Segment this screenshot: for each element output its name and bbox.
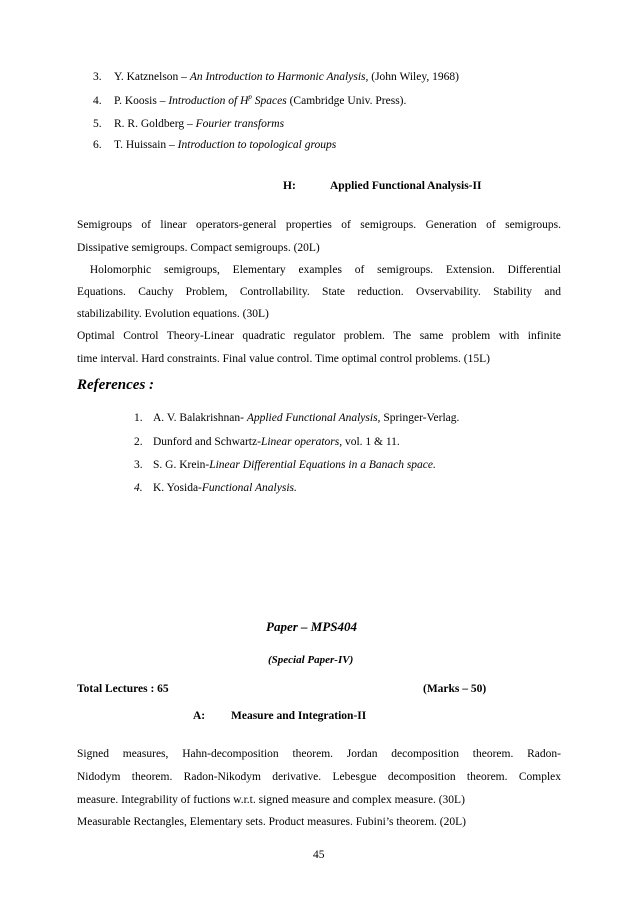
body-line: Nidodym theorem. Radon-Nikodym derivative. Lebesgue decomposition theorem. Complex (77, 771, 561, 783)
page-number: 45 (313, 849, 325, 861)
body-line: Semigroups of linear operators-general properties of semigroups. Generation of semigroups. (77, 219, 561, 231)
section-a-label: A: (193, 710, 206, 722)
body-line: Optimal Control Theory-Linear quadratic regulator problem. The same problem with infinite (77, 330, 561, 342)
reference-number: 5. (93, 118, 102, 130)
body-line: Measurable Rectangles, Elementary sets. Product measures. Fubini’s theorem. (20L) (77, 816, 466, 828)
reference-text: T. Huissain – Introduction to topological groups (114, 139, 337, 151)
reference-text: R. R. Goldberg – Fourier transforms (114, 118, 285, 130)
reference-text: A. V. Balakrishnan- Applied Functional Analysis, Springer-Verlag. (153, 412, 460, 424)
body-line: measure. Integrability of fuctions w.r.t. signed measure and complex measure. (30L) (77, 794, 465, 806)
reference-text: Dunford and Schwartz-Linear operators, vol. 1 & 11. (153, 436, 400, 448)
body-line: stabilizability. Evolution equations. (30L) (77, 308, 269, 320)
body-line: Signed measures, Hahn-decomposition theorem. Jordan decomposition theorem. Radon- (77, 748, 561, 760)
reference-text: P. Koosis – Introduction of $H^p$ Spaces (Cambridge Univ. Press). (114, 93, 407, 107)
paper-subtitle: (Special Paper-IV) (268, 654, 354, 666)
reference-number: 3. (93, 71, 102, 83)
section-h-title: Applied Functional Analysis-II (330, 180, 482, 192)
reference-number: 6. (93, 139, 102, 151)
reference-number: 4. (93, 95, 102, 107)
marks: (Marks – 50) (423, 683, 487, 695)
references-heading: References : (77, 377, 155, 393)
body-line: Equations. Cauchy Problem, Controllability. State reduction. Ovservability. Stability and (77, 286, 561, 298)
section-a-title: Measure and Integration-II (231, 710, 367, 722)
reference-number: 4. (134, 482, 143, 494)
paper-title: Paper – MPS404 (266, 619, 357, 634)
reference-text: Y. Katznelson – An Introduction to Harmonic Analysis, (John Wiley, 1968) (114, 71, 459, 83)
total-lectures: Total Lectures : 65 (77, 683, 169, 695)
reference-text: S. G. Krein-Linear Differential Equations in a Banach space. (153, 459, 436, 471)
reference-text: K. Yosida-Functional Analysis. (153, 482, 297, 494)
body-line: Dissipative semigroups. Compact semigroups. (20L) (77, 242, 320, 254)
body-line: Holomorphic semigroups, Elementary examples of semigroups. Extension. Differential (77, 264, 561, 276)
reference-number: 1. (134, 412, 143, 424)
reference-number: 3. (134, 459, 143, 471)
body-line: time interval. Hard constraints. Final value control. Time optimal control problems. (15L) (77, 353, 490, 365)
section-h-label: H: (283, 180, 296, 192)
reference-number: 2. (134, 436, 143, 448)
